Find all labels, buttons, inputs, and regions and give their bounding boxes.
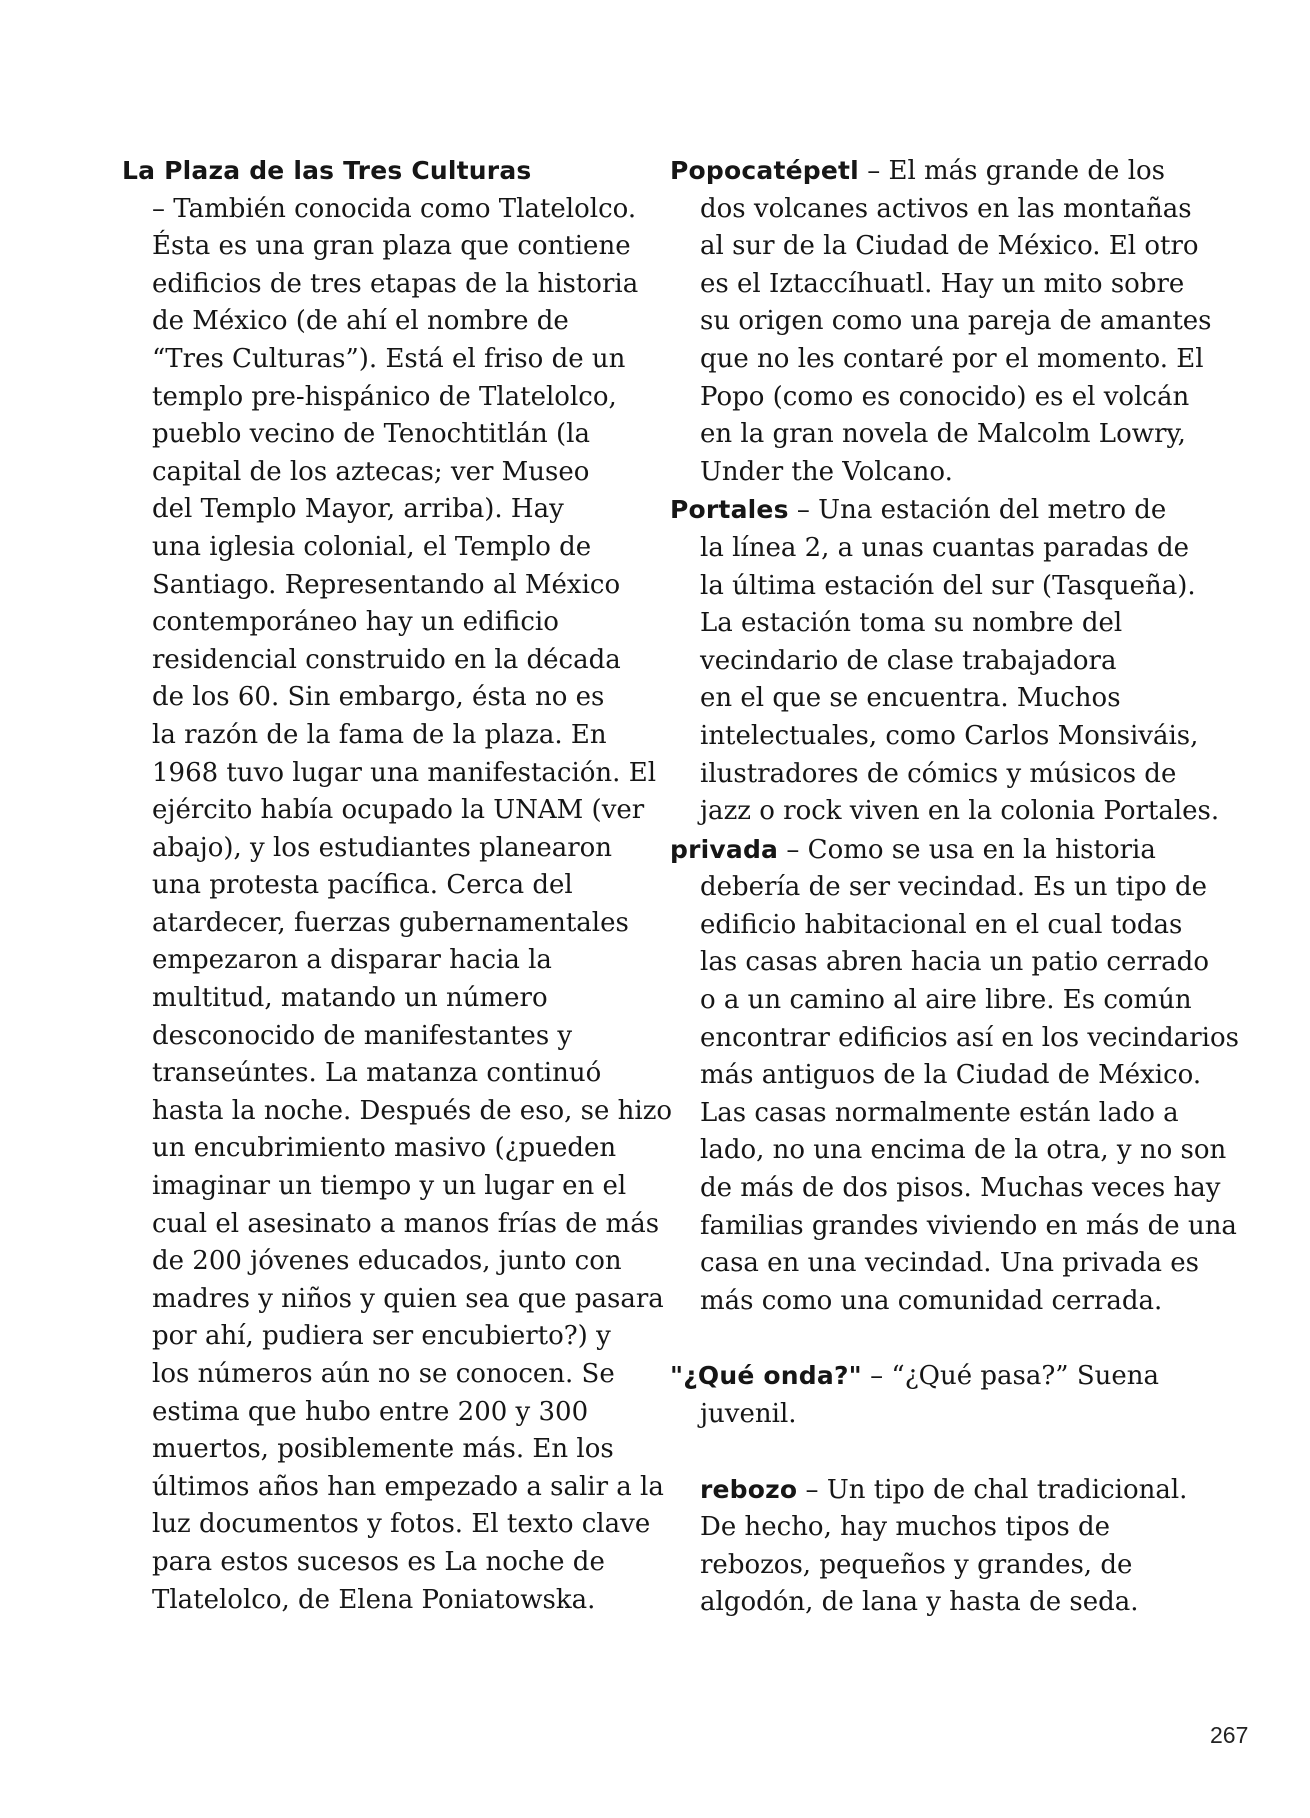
entry-line: Under the Volcano.: [700, 456, 953, 487]
entry-que-onda: [670, 1357, 1210, 1433]
entry-line: lado, no una encima de la otra, y no son: [700, 1135, 1227, 1166]
entry-line: rebozos, pequeños y grandes, de: [700, 1549, 1133, 1580]
entry-line: madres y niños y quien sea que pasara: [152, 1283, 664, 1314]
entry-line: los números aún no se conocen. Se: [152, 1359, 615, 1389]
entry-line: últimos años han empezado a salir a la: [152, 1471, 664, 1502]
term-privada: privada: [670, 834, 779, 864]
entry-plaza-tres-culturas: [122, 152, 673, 1619]
term-rebozo: rebozo: [700, 1474, 798, 1504]
entry-line: templo pre-hispánico de Tlatelolco,: [152, 381, 617, 412]
entry-line: más como una comunidad cerrada.: [700, 1285, 1163, 1316]
entry-line: cual el asesinato a manos frías de más: [152, 1208, 660, 1239]
entry-first-line: – El más grande de los: [858, 156, 1166, 186]
entry-line: en la gran novela de Malcolm Lowry,: [700, 419, 1186, 450]
entry-line: estima que hubo entre 200 y 300: [152, 1396, 589, 1427]
entry-line: juvenil.: [700, 1399, 797, 1429]
entry-line: la razón de la fama de la plaza. En: [152, 719, 607, 750]
entry-line: intelectuales, como Carlos Monsiváis,: [700, 720, 1199, 751]
entry-line: su origen como una pareja de amantes: [700, 306, 1212, 337]
entry-line: para estos sucesos es La noche de: [152, 1546, 605, 1577]
entry-line: atardecer, fuerzas gubernamentales: [152, 907, 629, 938]
entry-line: dos volcanes activos en las montañas: [700, 193, 1192, 224]
entry-line: vecindario de clase trabajadora: [700, 645, 1117, 676]
entry-first-line: – Como se usa en la historia: [778, 834, 1156, 865]
entry-line: casa en una vecindad. Una privada es: [700, 1248, 1199, 1279]
entry-line: encontrar edificios así en los vecindarios: [700, 1022, 1239, 1053]
entry-line: empezaron a disparar hacia la: [152, 945, 552, 976]
entry-line: las casas abren hacia un patio cerrado: [700, 947, 1209, 978]
entry-line: más antiguos de la Ciudad de México.: [700, 1060, 1202, 1091]
entry-line: pueblo vecino de Tenochtitlán (la: [152, 419, 590, 450]
entry-line: de 200 jóvenes educados, junto con: [152, 1246, 622, 1277]
entry-first-line: – “¿Qué pasa?” Suena: [861, 1361, 1160, 1392]
entry-line: imaginar un tiempo y un lugar en el: [152, 1171, 627, 1202]
entry-line: la última estación del sur (Tasqueña).: [700, 570, 1196, 601]
entry-line: jazz o rock viven en la colonia Portales.: [700, 796, 1220, 827]
entry-line: muertos, posiblemente más. En los: [152, 1434, 614, 1465]
entry-line: Tlatelolco, de Elena Poniatowska.: [152, 1584, 596, 1615]
entry-line: debería de ser vecindad. Es un tipo de: [700, 872, 1207, 903]
entry-line: Ésta es una gran plaza que contiene: [152, 231, 631, 262]
entry-line: “Tres Culturas”). Está el friso de un: [152, 343, 626, 374]
entry-line: Popo (como es conocido) es el volcán: [700, 381, 1190, 412]
entry-line: contemporáneo hay un edificio: [152, 607, 559, 638]
entry-line: 1968 tuvo lugar una manifestación. El: [152, 757, 657, 788]
entry-line: familias grandes viviendo en más de una: [700, 1210, 1237, 1241]
entry-rebozo: [670, 1471, 1210, 1622]
entry-portales: [670, 491, 1220, 830]
entry-line: hasta la noche. Después de eso, se hizo: [152, 1095, 673, 1126]
term-popocatepetl: Popocatépetl: [670, 156, 859, 185]
entry-line: un encubrimiento masivo (¿pueden: [152, 1133, 617, 1164]
entry-line: de más de dos pisos. Muchas veces hay: [700, 1173, 1221, 1204]
page-number: 267: [1210, 1722, 1249, 1748]
right-column: [670, 152, 1239, 1622]
entry-line: edificio habitacional en el cual todas: [700, 909, 1183, 940]
entry-line: ilustradores de cómics y músicos de: [700, 758, 1177, 789]
entry-line: al sur de la Ciudad de México. El otro: [700, 231, 1199, 262]
entry-line: algodón, de lana y hasta de seda.: [700, 1587, 1139, 1618]
entry-line: La estación toma su nombre del: [700, 608, 1123, 639]
entry-line: una iglesia colonial, el Templo de: [152, 531, 592, 562]
term-portales: Portales: [670, 495, 789, 525]
entry-line: o a un camino al aire libre. Es común: [700, 985, 1192, 1016]
entry-line: transeúntes. La matanza continuó: [152, 1058, 602, 1089]
entry-line: de los 60. Sin embargo, ésta no es: [152, 682, 605, 713]
entry-line: De hecho, hay muchos tipos de: [700, 1512, 1110, 1543]
entry-line: desconocido de manifestantes y: [152, 1020, 573, 1051]
entry-first-line: – Un tipo de chal tradicional.: [797, 1474, 1188, 1505]
entry-line: Santiago. Representando al México: [152, 569, 621, 600]
entry-line: ejército había ocupado la UNAM (ver: [152, 795, 645, 826]
term-que-onda: "¿Qué onda?": [670, 1361, 862, 1391]
entry-line: que no les contaré por el momento. El: [700, 343, 1204, 374]
entry-line: luz documentos y fotos. El texto clave: [152, 1509, 651, 1540]
entry-line: de México (de ahí el nombre de: [152, 306, 569, 337]
entry-line: es el Iztaccíhuatl. Hay un mito sobre: [700, 268, 1185, 299]
entry-line: la línea 2, a unas cuantas paradas de: [700, 532, 1190, 563]
entry-spacer: [670, 1434, 1210, 1471]
entry-line: por ahí, pudiera ser encubierto?) y: [152, 1321, 611, 1352]
entry-line: del Templo Mayor, arriba). Hay: [152, 494, 564, 525]
entry-line: una protesta pacífica. Cerca del: [152, 870, 573, 901]
entry-privada: [670, 831, 1239, 1321]
entry-line: Las casas normalmente están lado a: [700, 1097, 1179, 1128]
entry-line: edificios de tres etapas de la historia: [152, 268, 639, 299]
entry-popocatepetl: [670, 152, 1210, 491]
entry-line: residencial construido en la década: [152, 644, 621, 675]
entry-line: abajo), y los estudiantes planearon: [152, 832, 613, 863]
term-plaza-tres-culturas: La Plaza de las Tres Culturas: [122, 156, 532, 185]
entry-line: multitud, matando un número: [152, 983, 548, 1014]
entry-spacer: [670, 1320, 1210, 1357]
entry-line: en el que se encuentra. Muchos: [700, 683, 1121, 714]
entry-first-line: – Una estación del metro de: [788, 495, 1167, 526]
left-column: [122, 152, 673, 1619]
entry-line: – También conocida como Tlatelolco.: [152, 193, 637, 224]
entry-line: capital de los aztecas; ver Museo: [152, 456, 590, 487]
